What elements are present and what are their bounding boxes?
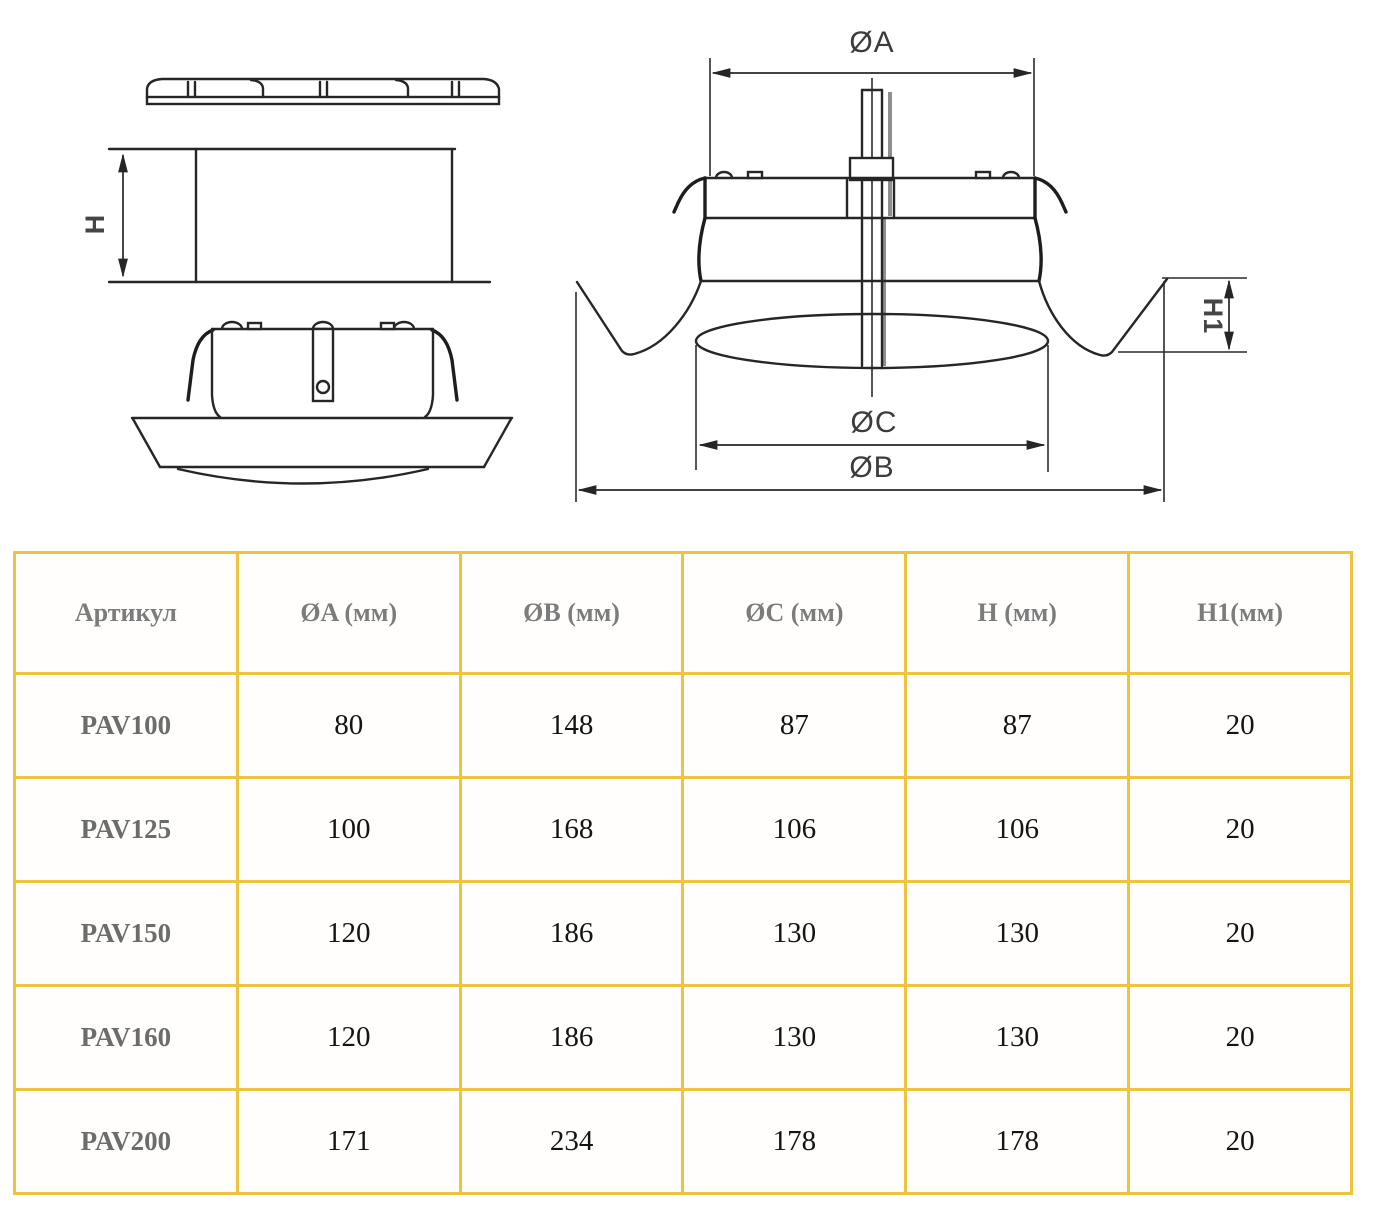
cell-h1: 20	[1129, 778, 1352, 882]
table-row-pav200	[15, 1090, 1352, 1194]
cell-dia-c: 130	[683, 986, 906, 1090]
col-header-diameter-c: ØC (мм)	[683, 553, 906, 674]
cell-article: PAV200	[15, 1090, 238, 1194]
table-row-pav100	[15, 674, 1352, 778]
table-row-pav125	[15, 778, 1352, 882]
dim-label-diameter-c: ØC	[850, 406, 898, 439]
col-header-h1: H1(мм)	[1129, 553, 1352, 674]
table-header-row	[15, 553, 1352, 674]
cell-h: 178	[906, 1090, 1129, 1194]
cell-article: PAV100	[15, 674, 238, 778]
cell-dia-b: 148	[460, 674, 683, 778]
cell-article: PAV150	[15, 882, 238, 986]
col-header-article: Артикул	[15, 553, 238, 674]
cell-dia-a: 80	[237, 674, 460, 778]
cell-dia-c: 130	[683, 882, 906, 986]
cell-dia-a: 120	[237, 986, 460, 1090]
cell-h1: 20	[1129, 1090, 1352, 1194]
cell-article: PAV160	[15, 986, 238, 1090]
dim-label-h1: H1	[1198, 297, 1228, 335]
cell-dia-a: 171	[237, 1090, 460, 1194]
valve-dimension-section-view	[576, 26, 1247, 502]
cell-dia-c: 106	[683, 778, 906, 882]
cell-dia-b: 186	[460, 882, 683, 986]
cell-article: PAV125	[15, 778, 238, 882]
dim-label-diameter-a: ØA	[849, 26, 895, 59]
spec-table	[13, 551, 1353, 1195]
cell-dia-c: 178	[683, 1090, 906, 1194]
cell-dia-a: 120	[237, 882, 460, 986]
cell-h: 106	[906, 778, 1129, 882]
grille-top-profile-view	[147, 79, 499, 104]
cell-dia-c: 87	[683, 674, 906, 778]
cell-dia-b: 234	[460, 1090, 683, 1194]
cell-h: 87	[906, 674, 1129, 778]
diffuser-assembled-side-view	[132, 322, 512, 484]
technical-drawing	[0, 0, 1377, 548]
col-header-h: H (мм)	[906, 553, 1129, 674]
cell-dia-a: 100	[237, 778, 460, 882]
cell-h1: 20	[1129, 882, 1352, 986]
mounting-frame-side-view	[80, 149, 490, 282]
table-row-pav160	[15, 986, 1352, 1090]
cell-h1: 20	[1129, 986, 1352, 1090]
col-header-diameter-a: ØA (мм)	[237, 553, 460, 674]
cell-dia-b: 186	[460, 986, 683, 1090]
table-row-pav150	[15, 882, 1352, 986]
dim-label-diameter-b: ØB	[849, 451, 895, 484]
cell-dia-b: 168	[460, 778, 683, 882]
col-header-diameter-b: ØB (мм)	[460, 553, 683, 674]
cell-h1: 20	[1129, 674, 1352, 778]
dim-label-h: H	[80, 213, 110, 235]
cell-h: 130	[906, 986, 1129, 1090]
cell-h: 130	[906, 882, 1129, 986]
